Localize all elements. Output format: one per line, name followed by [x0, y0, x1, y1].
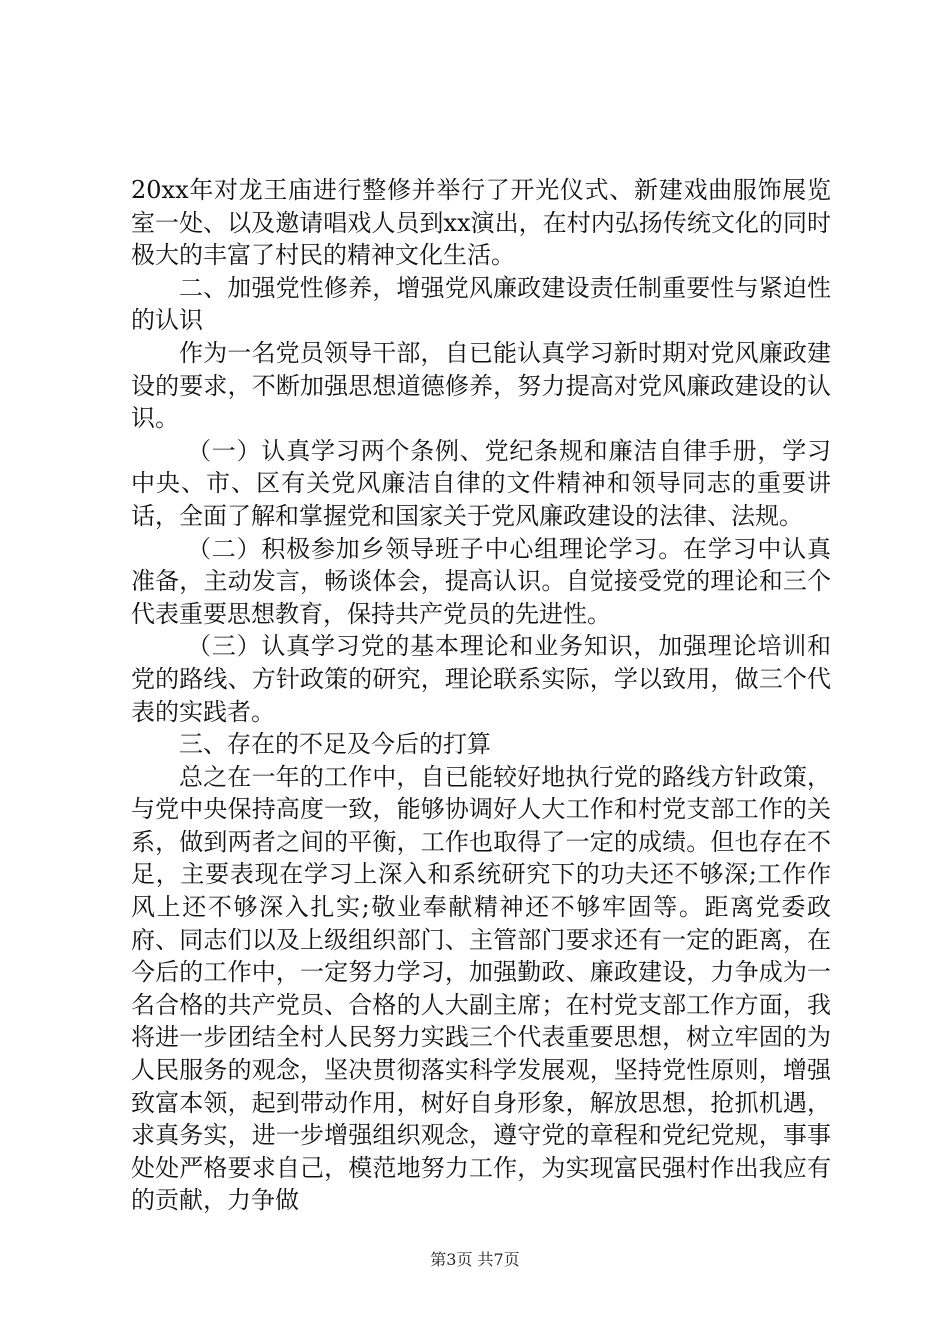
page-footer: 第3页 共7页 — [430, 1250, 520, 1269]
paragraph: 总之在一年的工作中，自已能较好地执行党的路线方针政策，与党中央保持高度一致，能够协调好人大工作和村党支部工作的关系，做到两者之间的平衡，工作也取得了一定的成绩。但也存在不足，主要表现在学习上深入和系统研究下的功夫还不够深;工作作风上还不够深入扎实;敬业奉献精神还不够牢固等。距离党委政府、同志们以及上级组织部门、主管部门要求还有一定的距离，在今后的工作中，一定努力学习，加强勤政、廉政建设，力争成为一名合格的共产党员、合格的人大副主席；在村党支部工作方面，我将进一步团结全村人民努力实践三个代表重要思想，树立牢固的为人民服务的观念，坚决贯彻落实科学发展观，坚持党性原则，增强致富本领，起到带动作用，树好自身形象，解放思想，抢抓机遇，求真务实，进一步增强组织观念，遵守党的章程和党纪党规，事事处处严格要求自己，模范地努力工作，为实现富民强村作出我应有的贡献，力争做 — [131, 762, 831, 1215]
list-item-2: （二）积极参加乡领导班子中心组理论学习。在学习中认真准备，主动发言，畅谈体会，提高认识。自觉接受党的理论和三个代表重要思想教育，保持共产党员的先进性。 — [131, 534, 831, 628]
document-body — [131, 174, 831, 1217]
paragraph: 作为一名党员领导干部，自已能认真学习新时期对党风廉政建设的要求，不断加强思想道德修养，努力提高对党风廉政建设的认识。 — [131, 338, 831, 433]
section-heading-3: 三、存在的不足及今后的打算 — [179, 730, 491, 759]
section-heading-2: 二、加强党性修养，增强党风廉政建设责任制重要性与紧迫性的认识 — [131, 273, 831, 335]
list-item-3: （三）认真学习党的基本理论和业务知识，加强理论培训和党的路线、方针政策的研究，理论联系实际，学以致用，做三个代表的实践者。 — [131, 632, 831, 726]
list-item-1: （一）认真学习两个条例、党纪条规和廉洁自律手册，学习中央、市、区有关党风廉洁自律的文件精神和领导同志的重要讲话，全面了解和掌握党和国家关于党风廉政建设的法律、法规。 — [131, 436, 831, 530]
paragraph-continuation: 20xx年对龙王庙进行整修并举行了开光仪式、新建戏曲服饰展览室一处、以及邀请唱戏人员到xx演出，在村内弘扬传统文化的同时极大的丰富了村民的精神文化生活。 — [131, 176, 831, 270]
